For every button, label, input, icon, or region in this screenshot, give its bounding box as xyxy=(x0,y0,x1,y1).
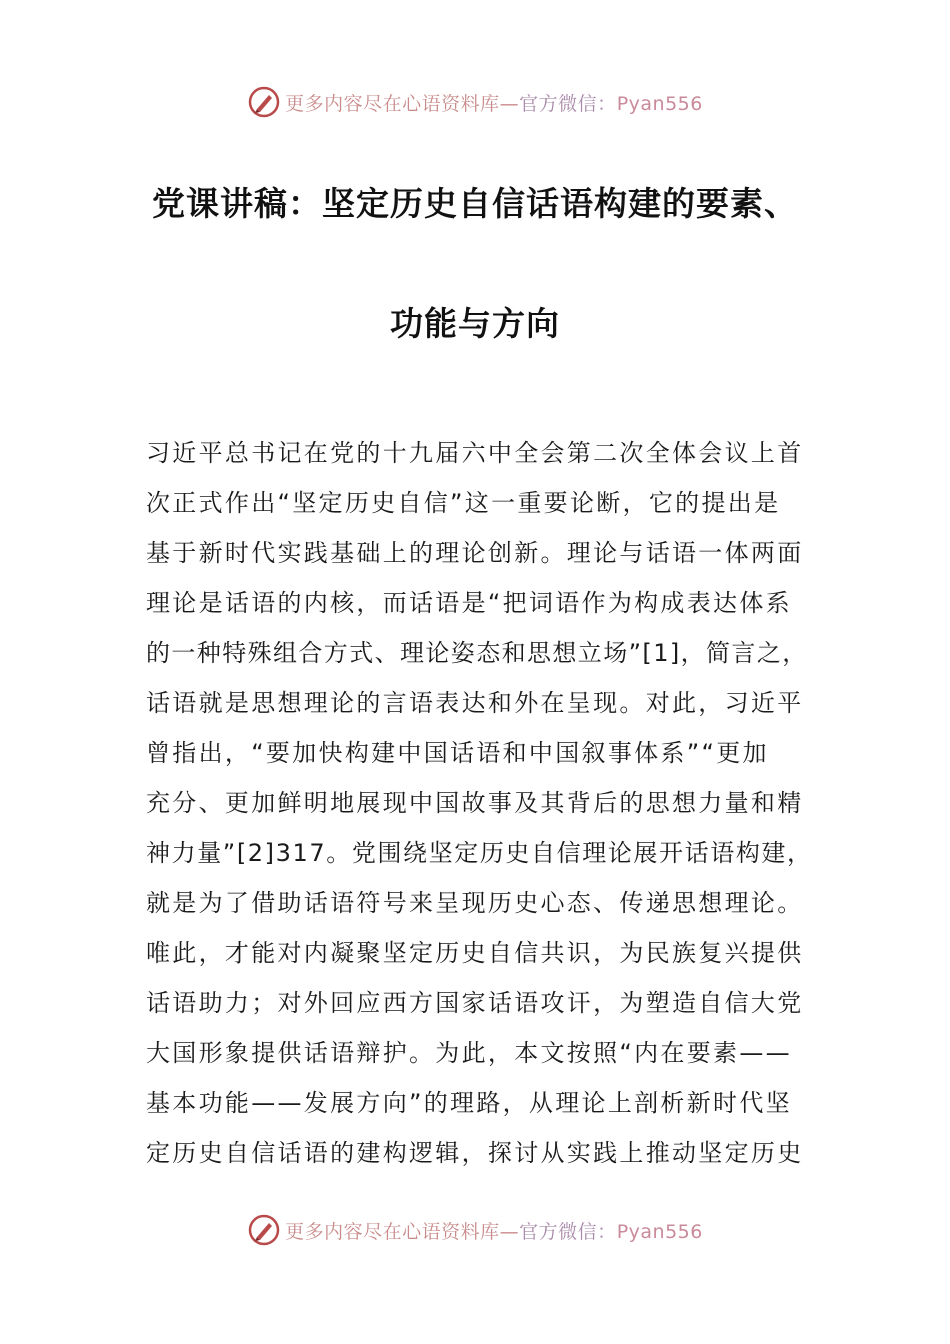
body-line: 曾指出，“要加快构建中国话语和中国叙事体系”“更加 xyxy=(146,739,769,767)
body-line: 的一种特殊组合方式、理论姿态和思想立场”[1]，简言之， xyxy=(146,639,808,667)
body-line: 话语就是思想理论的言语表达和外在呈现。对此，习近平 xyxy=(146,689,804,717)
body-line: 习近平总书记在党的十九届六中全会第二次全体会议上首 xyxy=(146,439,804,467)
watermark-banner-bottom xyxy=(0,1210,950,1250)
watermark-separator: — xyxy=(499,92,520,115)
watermark-wechat-label: 官方微信： xyxy=(519,92,617,115)
watermark-banner-top xyxy=(0,82,950,122)
body-line: 基于新时代实践基础上的理论创新。理论与话语一体两面 xyxy=(146,539,804,567)
watermark-separator: — xyxy=(499,1220,520,1243)
watermark-main: 更多内容尽在心语资料库 xyxy=(285,1220,500,1243)
document-title-line-1: 党课讲稿：坚定历史自信话语构建的要素、 xyxy=(152,184,798,223)
watermark-wechat-id: Pyan556 xyxy=(616,92,703,115)
watermark-text xyxy=(285,89,703,116)
body-line: 定历史自信话语的建构逻辑，探讨从实践上推动坚定历史 xyxy=(146,1139,804,1167)
pen-logo-icon xyxy=(247,85,281,119)
watermark-main: 更多内容尽在心语资料库 xyxy=(285,92,500,115)
body-line: 话语助力；对外回应西方国家话语攻讦，为塑造自信大党 xyxy=(146,989,804,1017)
body-line: 唯此，才能对内凝聚坚定历史自信共识，为民族复兴提供 xyxy=(146,939,804,967)
body-line: 神力量”[2]317。党围绕坚定历史自信理论展开话语构建， xyxy=(146,839,813,867)
document-title-line-2: 功能与方向 xyxy=(390,304,560,343)
body-line: 大国形象提供话语辩护。为此，本文按照“内在要素—— xyxy=(146,1039,792,1067)
body-line: 充分、更加鲜明地展现中国故事及其背后的思想力量和精 xyxy=(146,789,804,817)
body-line: 次正式作出“坚定历史自信”这一重要论断，它的提出是 xyxy=(146,489,781,517)
body-paragraph xyxy=(146,428,813,1178)
body-line: 就是为了借助话语符号来呈现历史心态、传递思想理论。 xyxy=(146,889,804,917)
body-line: 基本功能——发展方向”的理路，从理论上剖析新时代坚 xyxy=(146,1089,792,1117)
pen-logo-icon xyxy=(247,1213,281,1247)
watermark-wechat-id: Pyan556 xyxy=(616,1220,703,1243)
watermark-text xyxy=(285,1217,703,1244)
body-line: 理论是话语的内核，而话语是“把词语作为构成表达体系 xyxy=(146,589,792,617)
watermark-wechat-label: 官方微信： xyxy=(519,1220,617,1243)
